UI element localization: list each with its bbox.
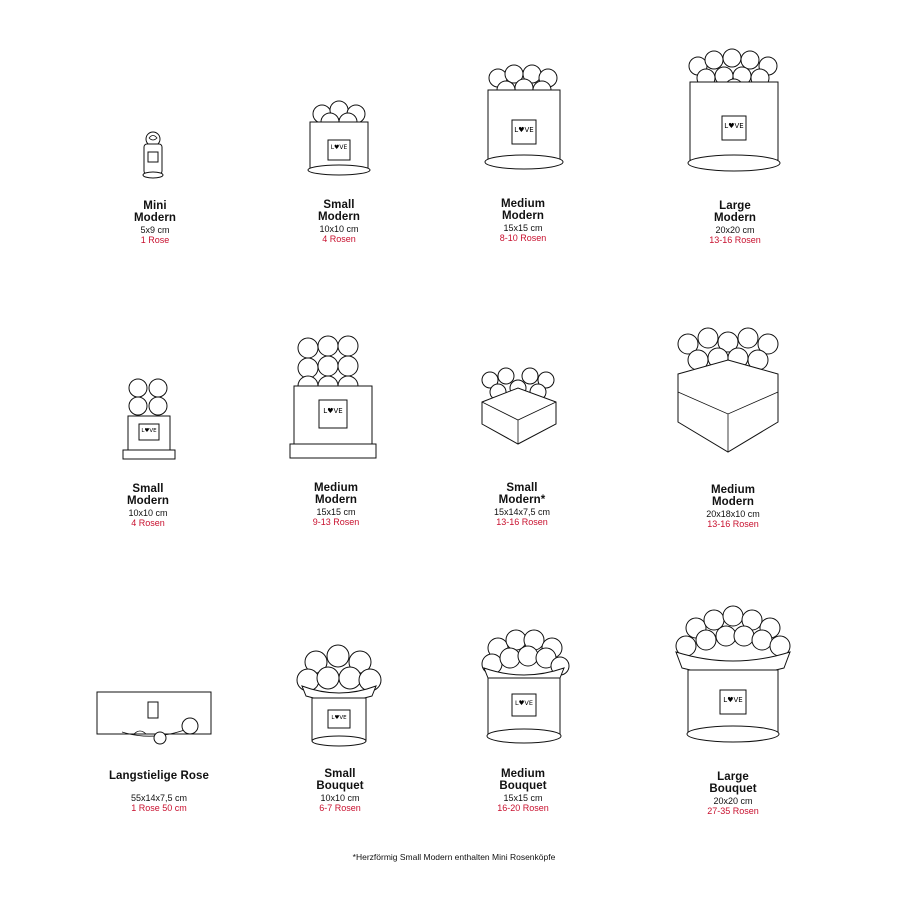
product-dimensions: 15x15 cm xyxy=(316,507,356,517)
large-round-box-icon xyxy=(684,46,784,180)
product-dimensions: 10x10 cm xyxy=(320,793,360,803)
svg-text:L♥VE: L♥VE xyxy=(323,407,343,415)
product-caption xyxy=(643,484,823,529)
small-bouquet-box-icon xyxy=(294,642,384,754)
large-bouquet-box-icon xyxy=(672,602,794,754)
product-dimensions: 55x14x7,5 cm xyxy=(130,793,188,803)
small-heart-box-icon xyxy=(474,362,564,448)
svg-text:L♥VE: L♥VE xyxy=(514,126,534,134)
medium-heart-box-icon xyxy=(666,322,790,458)
product-name: Medium Modern xyxy=(313,482,359,506)
footnote: *Herzförmig Small Modern enthalten Mini Rosenköpfe xyxy=(352,852,556,862)
small-square-box-icon xyxy=(120,374,178,462)
product-name: Small Modern xyxy=(126,483,170,507)
product-dimensions: 5x9 cm xyxy=(140,225,170,235)
product-name: Small Modern* xyxy=(498,482,546,506)
product-dimensions: 20x18x10 cm xyxy=(706,509,760,519)
rose-count: 6-7 Rosen xyxy=(319,803,361,813)
product-caption xyxy=(643,771,823,816)
product-name: Mini Modern xyxy=(133,200,177,224)
product-caption xyxy=(249,199,429,244)
rose-count: 1 Rose 50 cm xyxy=(131,803,187,813)
svg-text:L♥VE: L♥VE xyxy=(330,144,348,151)
product-name: Small Modern xyxy=(317,199,361,223)
product-caption xyxy=(432,482,612,527)
product-caption xyxy=(433,198,613,243)
rose-count: 9-13 Rosen xyxy=(312,517,360,527)
product-caption xyxy=(645,200,825,245)
product-name: Medium Modern xyxy=(500,198,546,222)
product-caption xyxy=(58,483,238,528)
rose-count: 13-16 Rosen xyxy=(496,517,548,527)
product-dimensions: 20x20 cm xyxy=(713,796,753,806)
rose-count: 4 Rosen xyxy=(322,234,356,244)
rose-count: 16-20 Rosen xyxy=(497,803,549,813)
product-name: Medium Modern xyxy=(710,484,756,508)
product-name: Large Bouquet xyxy=(709,771,757,795)
product-caption xyxy=(65,200,245,245)
medium-square-box-icon xyxy=(288,334,378,462)
rose-count: 4 Rosen xyxy=(131,518,165,528)
rose-count: 13-16 Rosen xyxy=(709,235,761,245)
product-dimensions: 15x14x7,5 cm xyxy=(493,507,551,517)
svg-text:L♥VE: L♥VE xyxy=(723,696,743,704)
svg-text:L♥VE: L♥VE xyxy=(141,428,157,434)
long-stem-rose-box-icon xyxy=(94,688,216,750)
rose-count: 27-35 Rosen xyxy=(707,806,759,816)
medium-round-box-icon xyxy=(482,62,566,176)
medium-bouquet-box-icon xyxy=(478,626,570,752)
product-dimensions: 15x15 cm xyxy=(503,223,543,233)
product-name: Large Modern xyxy=(713,200,757,224)
svg-text:L♥VE: L♥VE xyxy=(331,715,347,721)
svg-text:L♥VE: L♥VE xyxy=(724,122,744,130)
product-name: Small Bouquet xyxy=(316,768,364,792)
rose-count: 13-16 Rosen xyxy=(707,519,759,529)
product-dimensions: 10x10 cm xyxy=(128,508,168,518)
product-caption xyxy=(246,482,426,527)
product-caption xyxy=(250,768,430,813)
rose-count: 8-10 Rosen xyxy=(499,233,547,243)
rose-count: 1 Rose xyxy=(140,235,170,245)
product-dimensions: 10x10 cm xyxy=(319,224,359,234)
mini-round-box-icon xyxy=(138,128,168,180)
svg-text:L♥VE: L♥VE xyxy=(514,699,534,707)
product-dimensions: 15x15 cm xyxy=(503,793,543,803)
product-caption xyxy=(69,770,249,813)
product-name: Medium Bouquet xyxy=(499,768,547,792)
small-round-box-icon xyxy=(304,100,374,180)
product-dimensions: 20x20 cm xyxy=(715,225,755,235)
product-name: Langstielige Rose xyxy=(108,770,210,782)
product-caption xyxy=(433,768,613,813)
